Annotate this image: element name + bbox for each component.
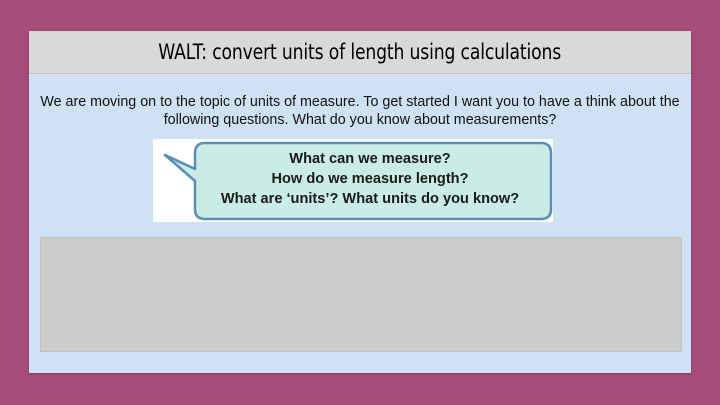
bubble-questions: [191, 149, 549, 209]
content-placeholder: [40, 237, 682, 352]
intro-text: We are moving on to the topic of units of measure. To get started I want you to have a think about the following questions. What do you know about measurements?: [40, 94, 680, 128]
title-bar: [29, 31, 691, 74]
bubble-line: What are ‘units’? What units do you know?: [220, 191, 520, 207]
speech-bubble-image: [153, 139, 553, 222]
bubble-line: What can we measure?: [289, 151, 451, 167]
slide-title: WALT: convert units of length using calculations: [158, 40, 562, 64]
bubble-line: How do we measure length?: [271, 171, 469, 187]
slide: [29, 31, 691, 373]
